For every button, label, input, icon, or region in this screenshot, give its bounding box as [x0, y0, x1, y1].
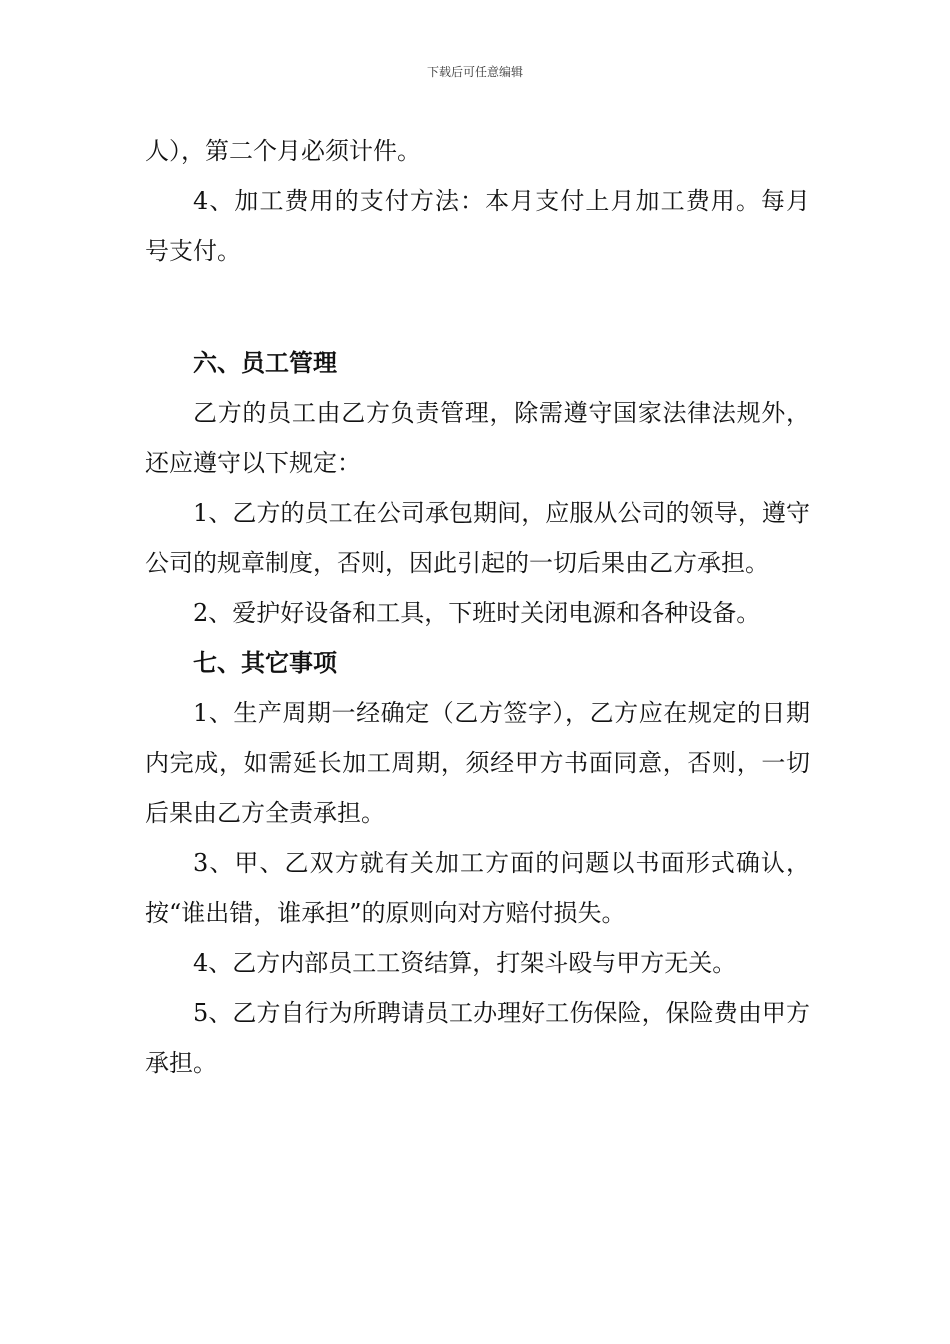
paragraph-continuation: 人），第二个月必须计件。	[145, 137, 421, 165]
paragraph-other-4: 4、乙方内部员工工资结算，打架斗殴与甲方无关。	[193, 949, 737, 977]
paragraph-other-1: 1、生产周期一经确定（乙方签字），乙方应在规定的日期内完成，如需延长加工周期，须经甲方书面同意，否则，一切后果由乙方全责承担。	[145, 699, 810, 827]
section-heading-other-matters: 七、其它事项	[193, 648, 337, 677]
paragraph-other-3: 3、甲、乙双方就有关加工方面的问题以书面形式确认，按“谁出错，谁承担”的原则向对方赔付损失。	[145, 849, 810, 927]
paragraph-other-5: 5、乙方自行为所聘请员工办理好工伤保险，保险费由甲方承担。	[145, 999, 810, 1077]
page-header-note: 下载后可任意编辑	[426, 65, 523, 79]
section-heading-staff-management: 六、员工管理	[193, 348, 337, 377]
paragraph-staff-rule-1: 1、乙方的员工在公司承包期间，应服从公司的领导，遵守公司的规章制度，否则，因此引起的一切后果由乙方承担。	[145, 499, 810, 577]
section-spacer	[145, 276, 810, 338]
paragraph-payment-method: 4、加工费用的支付方法：本月支付上月加工费用。每月 号支付。	[145, 187, 858, 265]
document-body	[145, 126, 858, 1088]
paragraph-staff-rule-2: 2、爱护好设备和工具，下班时关闭电源和各种设备。	[193, 599, 761, 627]
paragraph-staff-rules-intro: 乙方的员工由乙方负责管理，除需遵守国家法律法规外，还应遵守以下规定：	[145, 399, 810, 477]
